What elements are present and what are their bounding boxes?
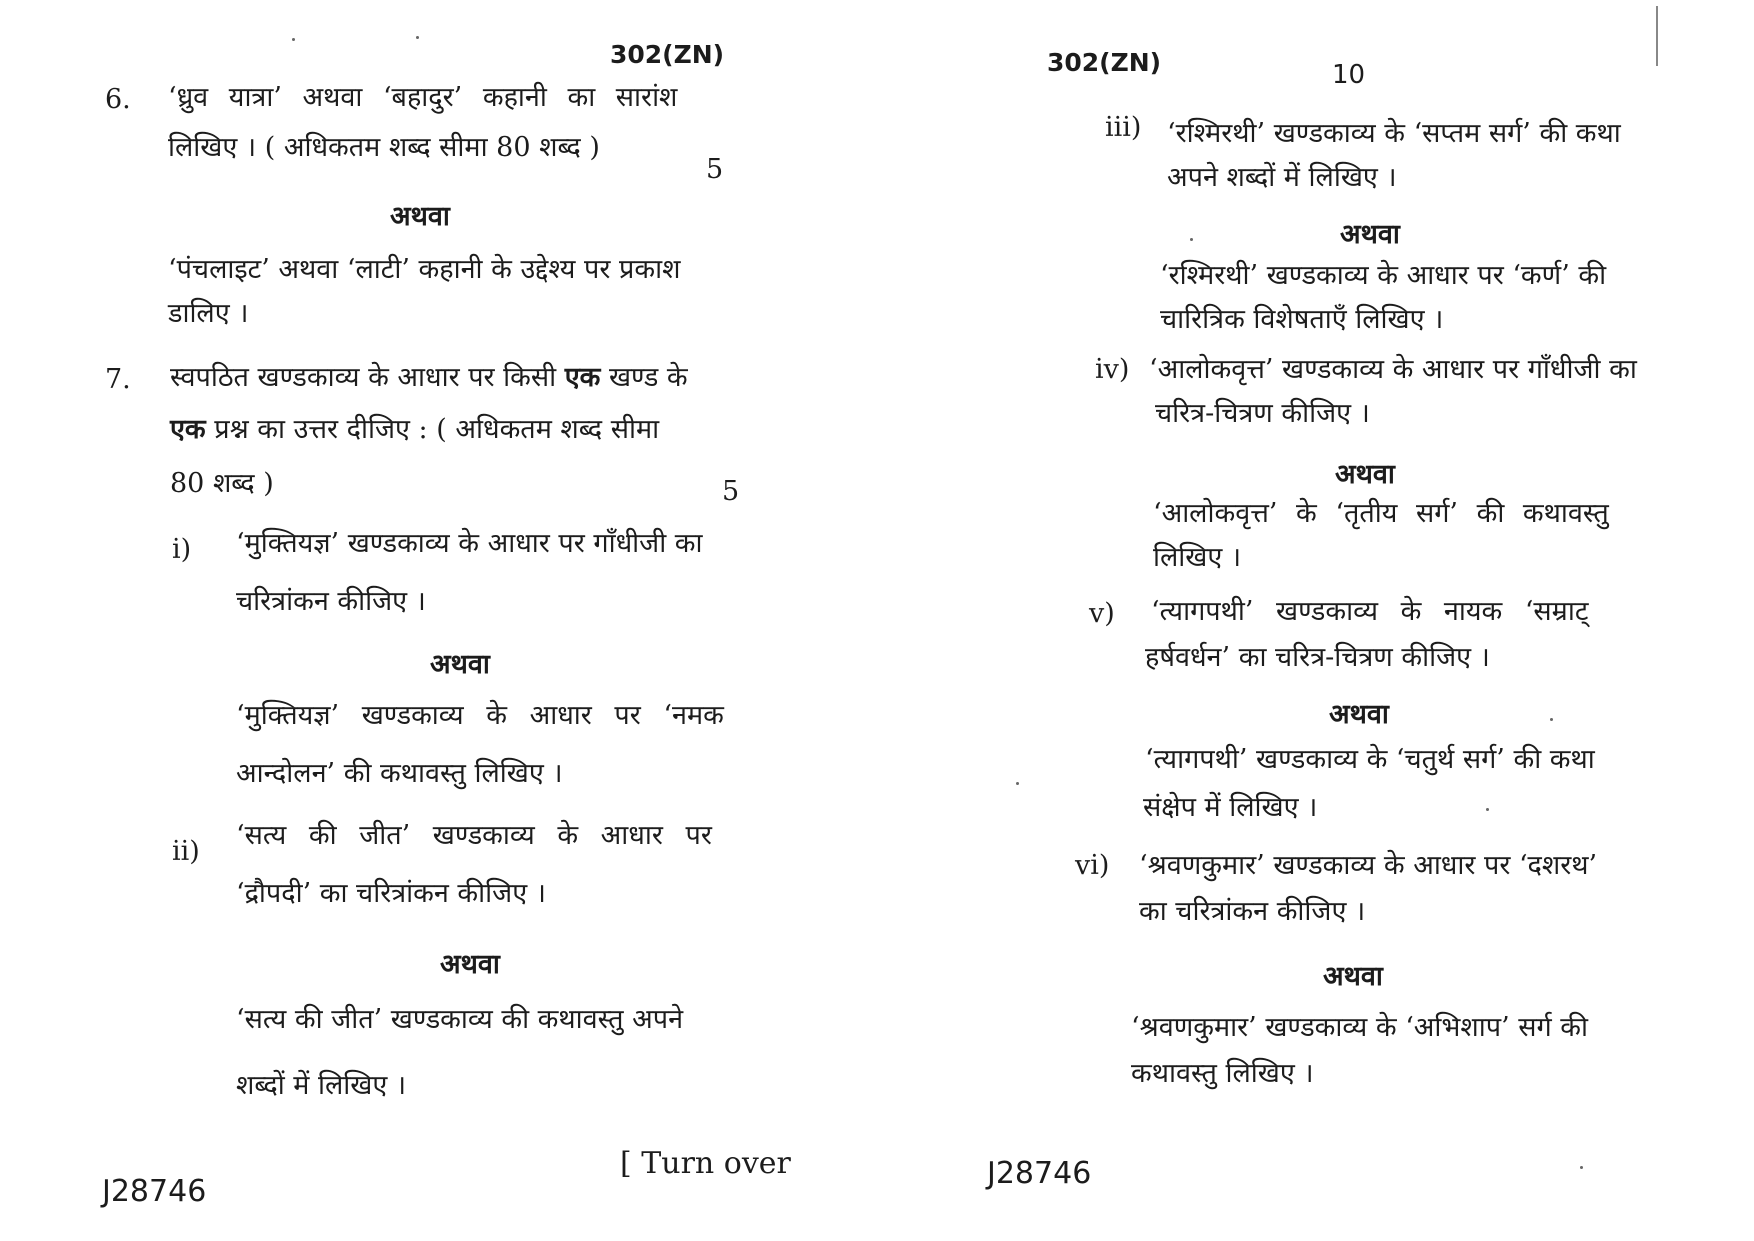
question-line: ‘त्यागपथी’ खण्डकाव्य के ‘चतुर्थ सर्ग’ की कथा (1145, 744, 1595, 775)
question-line (170, 364, 688, 391)
question-line: संक्षेप में लिखिए । (1143, 792, 1318, 823)
item-number: ii) (172, 836, 200, 867)
scan-speck (1190, 238, 1193, 241)
emphasis: एक (170, 414, 206, 445)
scan-speck (1550, 718, 1553, 721)
text-run: स्वपठित खण्डकाव्य के आधार पर किसी (170, 362, 565, 393)
question-line: शब्दों में लिखिए । (236, 1070, 407, 1101)
item-number: vi) (1075, 850, 1110, 881)
question-line: लिखिए । (1153, 542, 1242, 573)
item-number: iii) (1105, 112, 1142, 143)
page-fold-mark (1656, 6, 1658, 66)
item-number: iv) (1095, 354, 1130, 385)
question-line: ‘आलोकवृत्त’ के ‘तृतीय सर्ग’ की कथावस्तु (1153, 498, 1609, 529)
question-line: ‘श्रवणकुमार’ खण्डकाव्य के ‘अभिशाप’ सर्ग की (1131, 1012, 1588, 1043)
question-line: 80 शब्द ) (170, 468, 274, 499)
page-number: 10 (1332, 60, 1366, 90)
question-line: लिखिए । ( अधिकतम शब्द सीमा 80 शब्द ) (168, 132, 600, 163)
question-line: ‘सत्य की जीत’ खण्डकाव्य के आधार पर (236, 820, 712, 851)
question-line: डालिए । (168, 298, 249, 329)
question-line: चरित्रांकन कीजिए । (236, 586, 426, 617)
question-line: ‘ध्रुव यात्रा’ अथवा ‘बहादुर’ कहानी का सारांश (168, 82, 678, 113)
or-heading: अथवा (1340, 219, 1400, 250)
scan-speck (1580, 1166, 1583, 1169)
item-number: v) (1089, 598, 1115, 629)
or-heading: अथवा (390, 201, 450, 232)
question-line: कथावस्तु लिखिए । (1131, 1058, 1314, 1089)
or-heading: अथवा (430, 649, 490, 680)
question-line: ‘पंचलाइट’ अथवा ‘लाटी’ कहानी के उद्देश्य पर प्रकाश (168, 254, 681, 285)
question-line: ‘मुक्तियज्ञ’ खण्डकाव्य के आधार पर गाँधीजी का (236, 528, 703, 559)
question-line: ‘त्यागपथी’ खण्डकाव्य के नायक ‘सम्राट् (1151, 596, 1589, 627)
marks: 5 (722, 476, 740, 507)
question-line: ‘सत्य की जीत’ खण्डकाव्य की कथावस्तु अपने (236, 1004, 684, 1035)
paper-code: 302(ZN) (610, 40, 725, 69)
marks: 5 (706, 154, 724, 185)
question-line: ‘श्रवणकुमार’ खण्डकाव्य के आधार पर ‘दशरथ’ (1139, 850, 1598, 881)
text-run: खण्ड के (600, 362, 688, 393)
or-heading: अथवा (1335, 459, 1395, 490)
question-line: चारित्रिक विशेषताएँ लिखिए । (1160, 304, 1444, 335)
question-number: 7. (105, 364, 131, 395)
scan-speck (1016, 782, 1019, 785)
or-heading: अथवा (440, 949, 500, 980)
paper-code: 302(ZN) (1047, 48, 1162, 77)
question-line: ‘आलोकवृत्त’ खण्डकाव्य के आधार पर गाँधीजी का (1149, 354, 1637, 385)
scan-speck (1486, 808, 1489, 811)
text-run: प्रश्न का उत्तर दीजिए : ( अधिकतम शब्द सीमा (205, 414, 660, 445)
footer-code: J28746 (102, 1174, 207, 1209)
turn-over-note: [ Turn over (620, 1146, 791, 1181)
question-line: ‘द्रौपदी’ का चरित्रांकन कीजिए । (236, 878, 546, 909)
scan-speck (292, 38, 295, 41)
question-line: अपने शब्दों में लिखिए । (1167, 162, 1397, 193)
question-line: हर्षवर्धन’ का चरित्र-चित्रण कीजिए । (1145, 642, 1490, 673)
footer-code: J28746 (987, 1156, 1092, 1191)
question-line: का चरित्रांकन कीजिए । (1139, 896, 1366, 927)
question-line: आन्दोलन’ की कथावस्तु लिखिए । (236, 758, 563, 789)
question-line: ‘रश्मिरथी’ खण्डकाव्य के ‘सप्तम सर्ग’ की कथा (1167, 118, 1621, 149)
scan-speck (416, 36, 419, 39)
item-number: i) (172, 534, 192, 565)
question-line: ‘रश्मिरथी’ खण्डकाव्य के आधार पर ‘कर्ण’ की (1160, 260, 1607, 291)
question-line: ‘मुक्तियज्ञ’ खण्डकाव्य के आधार पर ‘नमक (236, 700, 724, 731)
question-number: 6. (105, 84, 131, 115)
right-page (877, 0, 1754, 1241)
or-heading: अथवा (1329, 699, 1389, 730)
question-line (170, 416, 659, 443)
emphasis: एक (564, 362, 601, 393)
question-line: चरित्र-चित्रण कीजिए । (1155, 398, 1370, 429)
or-heading: अथवा (1323, 961, 1383, 992)
